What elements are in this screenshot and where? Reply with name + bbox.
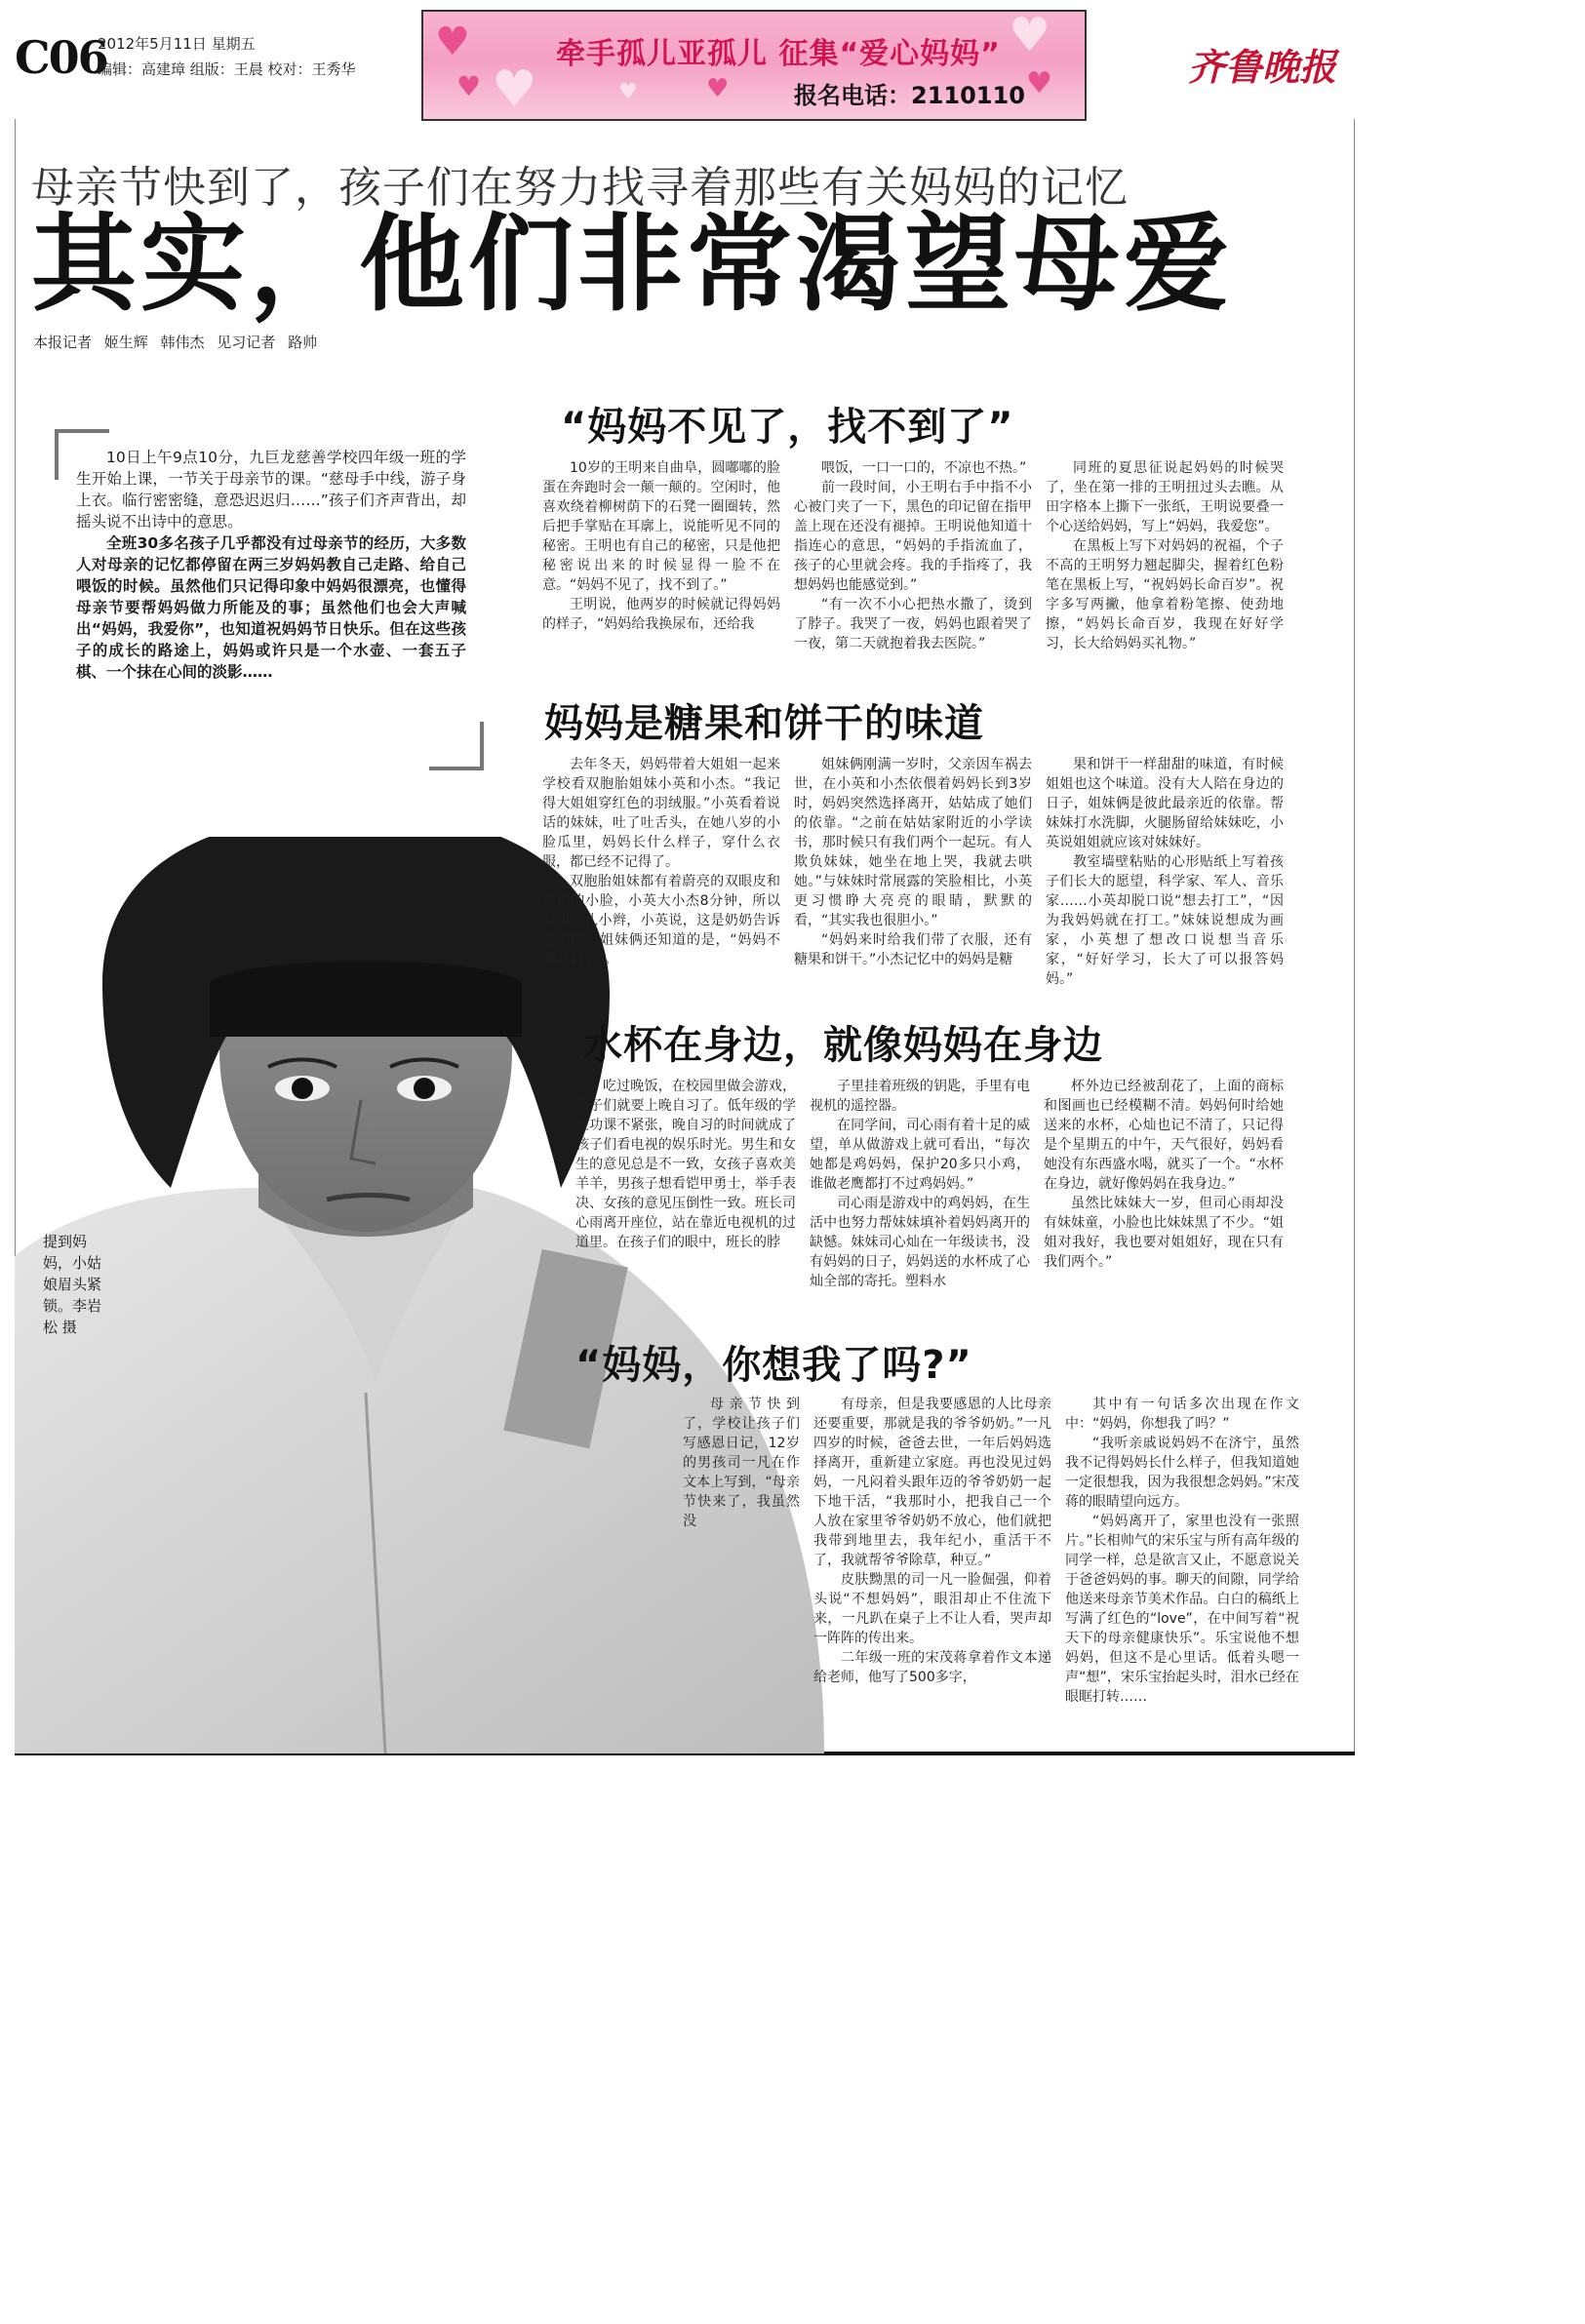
article-byline: 本报记者 姬生辉 韩伟杰 见习记者 路帅 bbox=[33, 334, 318, 351]
page-number: C06 bbox=[15, 31, 107, 84]
column-paragraph: “妈妈离开了，家里也没有一张照片。”长相帅气的宋乐宝与所有高年级的同学一样，总是欲言又止，不愿意说关于爸爸妈妈的事。聊天的间隙，同学给他送来母亲节美术作品。白白的稿纸上写满了红色的“love”，在中间写着“祝天下的母亲健康快乐”。乐宝说他不想妈妈，但这不是心里话。低着头嗯一声“想”，宋乐宝抬起头时，泪水已经在眼眶打转…… bbox=[1065, 1514, 1299, 1705]
section-heading: “妈妈不见了，找不到了” bbox=[561, 405, 1014, 450]
staff-line: 编辑：高建璋 组版：王晨 校对：王秀华 bbox=[98, 60, 356, 78]
heart-icon: ♥ bbox=[435, 20, 470, 64]
article-column bbox=[683, 1395, 800, 1531]
column-paragraph: 教室墙壁粘贴的心形贴纸上写着孩子们长大的愿望，科学家、军人、音乐家……小英却脱口说“想去打工”，“因为我妈妈就在打工。”妹妹说想成为画家，小英想了想改口说想当音乐家，“好好学习，长大了可以报答妈妈。” bbox=[1046, 854, 1284, 987]
column-paragraph: 皮肤黝黑的司一凡一脸倔强，仰着头说“不想妈妈”，眼泪却止不住流下来，一凡趴在桌子上不让人看，哭声却一阵阵的传出来。 bbox=[813, 1572, 1051, 1646]
column-paragraph: 其中有一句话多次出现在作文中：“妈妈，你想我了吗？” bbox=[1065, 1397, 1299, 1432]
article-kicker: 母亲节快到了，孩子们在努力找寻着那些有关妈妈的记忆 bbox=[31, 163, 1129, 213]
ad-banner bbox=[421, 10, 1087, 121]
column-paragraph: 姐妹俩刚满一岁时，父亲因车祸去世，在小英和小杰依偎着妈妈长到3岁时，妈妈突然选择离开，姑姑成了她们的依靠。“之前在姑姑家附近的小学读书，那时候只有我们两个一起玩。有人欺负妹妹，她坐在地上哭，我就去哄她。”与妹妹时常展露的笑脸相比，小英更习惯睁大亮亮的眼睛，默默的看，“其实我也很胆小。” bbox=[794, 757, 1032, 928]
article-column bbox=[542, 458, 780, 634]
photo-caption: 提到妈妈，小姑娘眉头紧锁。李岩松 摄 bbox=[43, 1233, 102, 1336]
masthead-logo: 齐鲁晚报 bbox=[1188, 45, 1337, 89]
article-column bbox=[794, 458, 1032, 653]
column-paragraph: 虽然比妹妹大一岁，但司心雨却没有妹妹童，小脸也比妹妹黑了不少。“姐姐对我好，我也要对姐姐好，现在只有我们两个。” bbox=[1044, 1196, 1284, 1270]
column-paragraph: 喂饭，一口一口的，不凉也不热。” bbox=[821, 460, 1027, 476]
column-paragraph: “妈妈来时给我们带了衣服，还有糖果和饼干。”小杰记忆中的妈妈是糖 bbox=[794, 932, 1032, 967]
column-paragraph: “有一次不小心把热水撒了，烫到了脖子。我哭了一夜，妈妈也跟着哭了一夜，第二天就抱着我去医院。” bbox=[794, 597, 1032, 651]
column-paragraph: 司心雨是游戏中的鸡妈妈，在生活中也努力帮妹妹填补着妈妈离开的缺憾。妹妹司心灿在一年级读书，没有妈妈的日子，妈妈送的水杯成了心灿全部的寄托。塑料水 bbox=[810, 1196, 1030, 1289]
banner-title: 牵手孤儿亚孤儿 征集“爱心妈妈” bbox=[556, 37, 1001, 71]
column-paragraph: 子里挂着班级的钥匙，手里有电视机的遥控器。 bbox=[810, 1079, 1030, 1114]
article-column bbox=[794, 755, 1032, 969]
heart-icon: ♥ bbox=[618, 80, 638, 104]
section-heading: 妈妈是糖果和饼干的味道 bbox=[544, 701, 984, 746]
column-paragraph: 10岁的王明来自曲阜，圆嘟嘟的脸蛋在奔跑时会一颠一颠的。空闲时，他喜欢绕着柳树荫下的石凳一圈圈转，然后把手掌贴在耳廓上，说能听见不同的秘密。王明也有自己的秘密，只是他把秘密说出来的时候显得一脸不在意。“妈妈不见了，找不到了。” bbox=[542, 460, 780, 593]
lede-paragraph: 全班30多名孩子几乎都没有过母亲节的经历，大多数人对母亲的记忆都停留在两三岁妈妈教自己走路、给自己喂饭的时候。虽然他们只记得印象中妈妈很漂亮，也懂得母亲节要帮妈妈做力所能及的事；虽然他们也会大声喊出“妈妈，我爱你”，也知道祝妈妈节日快乐。但在这些孩子的成长的路途上，妈妈或许只是一个水壶、一套五子棋、一个抹在心间的淡影…… bbox=[76, 534, 466, 681]
column-paragraph: 二年级一班的宋茂蒋拿着作文本递给老师，他写了500多字， bbox=[813, 1650, 1051, 1685]
column-text: 吃过晚饭，在校园里做会游戏，孩子们就要上晚自习了。低年级的学生功课不紧张，晚自习的时间就成了孩子们看电视的娱乐时光。男生和女生的意见总是不一致，女孩子喜欢美羊羊，男孩子想看铠甲勇士，举手表决、女孩的意见压倒性一致。班长司心雨离开座位，站在靠近电视机的过道里。在孩子们的眼中，班长的脖 bbox=[575, 1079, 796, 1250]
article-column bbox=[813, 1395, 1051, 1687]
column-paragraph: 去年冬天，妈妈带着大姐姐一起来学校看双胞胎姐妹小英和小杰。“我记得大姐姐穿红色的羽绒服。”小英看着说话的妹妹，吐了吐舌头，在她八岁的小脸瓜里，妈妈长什么样子，穿什么衣服，都已经不记得了。 bbox=[542, 757, 780, 870]
column-text: 母亲节快到了，学校让孩子们写感恩日记，12岁的男孩司一凡在作文本上写到，“母亲节快来了，我虽然没 bbox=[683, 1397, 800, 1529]
section-heading: 水杯在身边，就像妈妈在身边 bbox=[583, 1023, 1103, 1068]
article-column bbox=[575, 1077, 796, 1252]
column-paragraph: 王明说，他两岁的时候就记得妈妈的样子，“妈妈给我换尿布，还给我 bbox=[542, 597, 780, 632]
section-heading: “妈妈，你想我了吗?” bbox=[575, 1343, 972, 1388]
article-column bbox=[810, 1077, 1030, 1291]
girl-portrait-photo bbox=[15, 837, 824, 1753]
lede-bracket-bottom bbox=[429, 722, 484, 770]
column-paragraph: 杯外边已经被刮花了，上面的商标和图画也已经模糊不清。妈妈何时给她送来的水杯，心灿也记不清了，只记得是个星期五的中午，天气很好，妈妈看她没有东西盛水喝，就买了一个。“水杯在身边，就好像妈妈在我身边。” bbox=[1044, 1079, 1284, 1192]
heart-icon: ♥ bbox=[1026, 66, 1052, 100]
article-column bbox=[542, 755, 780, 969]
article-column bbox=[1046, 755, 1284, 989]
heart-icon: ♥ bbox=[706, 74, 730, 103]
heart-icon: ♥ bbox=[1009, 10, 1051, 62]
article-column bbox=[1044, 1077, 1284, 1272]
heart-icon: ♥ bbox=[492, 60, 537, 119]
lede-paragraph: 10日上午9点10分，九巨龙慈善学校四年级一班的学生开始上课，一节关于母亲节的课。“慈母手中线，游子身上衣。临行密密缝，意恐迟迟归……”孩子们齐声背出，却摇头说不出诗中的意思。 bbox=[76, 449, 466, 531]
column-paragraph: 有母亲，但是我要感恩的人比母亲还要重要，那就是我的爷爷奶奶。”一凡四岁的时候，爸爸去世，一年后妈妈选择离开，重新建立家庭。再也没见过妈妈，一凡闷着头跟年迈的爷爷奶奶一起下地干活，“我那时小，把我自己一个人放在家里爷爷奶奶不放心，他们就把我带到地里去，我年纪小，重活干不了，我就帮爷爷除草，种豆。” bbox=[813, 1397, 1051, 1568]
column-paragraph: 双胞胎姐妹都有着蔚亮的双眼皮和俊俏的小脸，小英大小杰8分钟，所以姐姐会扎小辫，小英说，这是奶奶告诉她们的。姐妹俩还知道的是，“妈妈不要我们了”。 bbox=[542, 874, 780, 967]
article-column bbox=[1065, 1395, 1299, 1707]
column-paragraph: 在黑板上写下对妈妈的祝福，个子不高的王明努力翘起脚尖，握着红色粉笔在黑板上写，“祝妈妈长命百岁”。祝字多写两撇，他拿着粉笔擦、使劲地擦，“妈妈长命百岁，我现在好好学习，长大给妈妈买礼物。” bbox=[1046, 538, 1284, 651]
column-paragraph: 在同学间，司心雨有着十足的威望，单从做游戏上就可看出，“每次她都是鸡妈妈，保护20多只小鸡，谁做老鹰都打不过鸡妈妈。” bbox=[810, 1118, 1030, 1192]
article-lede bbox=[76, 447, 466, 683]
column-paragraph: 果和饼干一样甜甜的味道，有时候姐姐也这个味道。没有大人陪在身边的日子，姐妹俩是彼此最亲近的依靠。帮妹妹打水洗脚，火腿肠留给妹妹吃，小英说姐姐就应该对妹妹好。 bbox=[1046, 757, 1284, 850]
date-line: 2012年5月11日 星期五 bbox=[98, 35, 256, 53]
column-paragraph: “我听亲戚说妈妈不在济宁，虽然我不记得妈妈长什么样子，但我知道她一定很想我，因为我很想念妈妈。”宋茂蒋的眼睛望向远方。 bbox=[1065, 1436, 1299, 1510]
heart-icon: ♥ bbox=[456, 70, 482, 102]
article-column bbox=[1046, 458, 1284, 653]
column-paragraph: 同班的夏思征说起妈妈的时候哭了，坐在第一排的王明扭过头去瞧。从田字格本上撕下一张纸，王明说要叠一个心送给妈妈，写上“妈妈，我爱您”。 bbox=[1046, 460, 1284, 534]
article-headline: 其实，他们非常渴望母爱 bbox=[31, 204, 1234, 326]
banner-phone: 报名电话：2110110 bbox=[794, 82, 1025, 109]
column-paragraph: 前一段时间，小王明右手中指不小心被门夹了一下，黑色的印记留在指甲盖上现在还没有褪掉。王明说他知道十指连心的意思，“妈妈的手指流血了，孩子的心里就会疼。我的手指疼了，我想妈妈也能感觉到。” bbox=[794, 480, 1032, 593]
